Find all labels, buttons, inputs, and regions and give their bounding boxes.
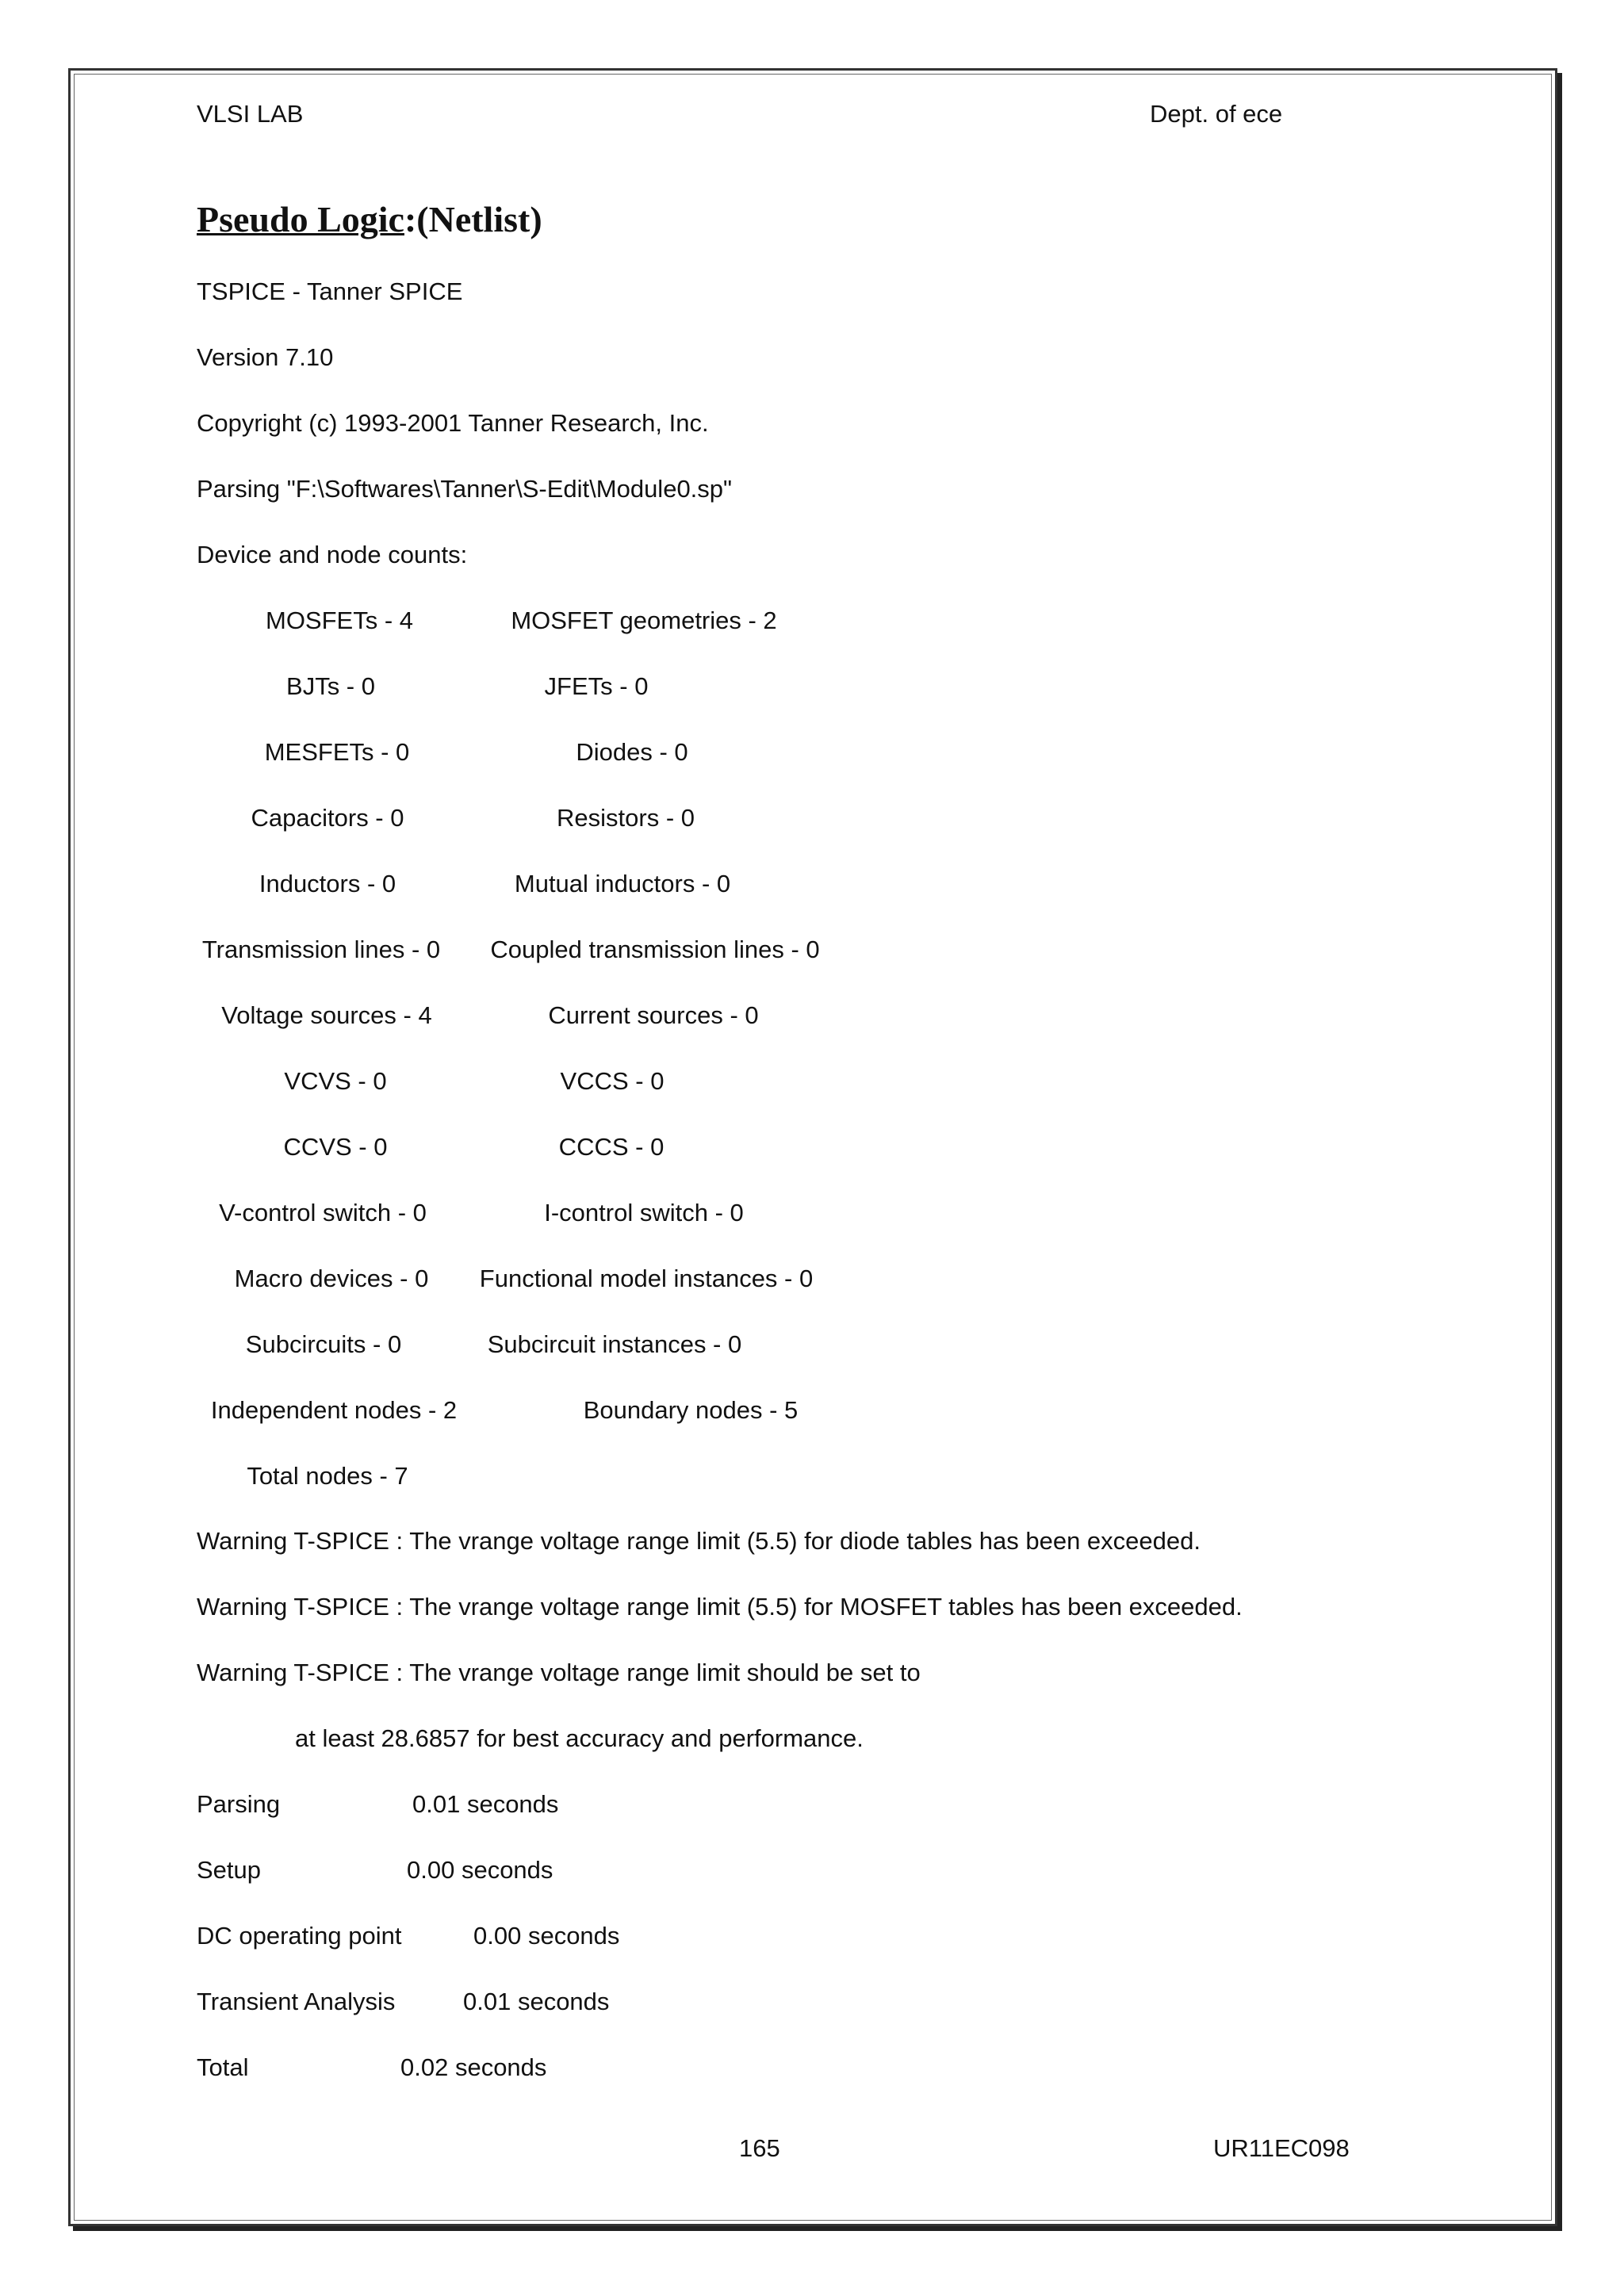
intro-line: Device and node counts: (197, 541, 468, 568)
timing-value: 0.00 seconds (407, 1856, 553, 1884)
count-right: Mutual inductors - 0 (514, 870, 731, 897)
count-left: Macro devices - 0 (234, 1265, 429, 1292)
page-title (197, 196, 542, 243)
intro-line: Version 7.10 (197, 343, 334, 371)
count-right: Subcircuit instances - 0 (487, 1330, 742, 1358)
title-underlined: Pseudo Logic (197, 199, 404, 239)
header-right: Dept. of ece (1150, 100, 1283, 128)
intro-line: Copyright (c) 1993-2001 Tanner Research, Inc. (197, 409, 709, 437)
warning-line: Warning T-SPICE : The vrange voltage range limit (5.5) for diode tables has been exceeded. (197, 1527, 1201, 1555)
title-rest: :(Netlist) (404, 199, 542, 239)
count-left: Subcircuits - 0 (245, 1330, 402, 1358)
warning-line: Warning T-SPICE : The vrange voltage range limit (5.5) for MOSFET tables has been exceeded. (197, 1593, 1243, 1621)
timing-label: Total (197, 2053, 249, 2081)
timing-label: Parsing (197, 1790, 281, 1818)
count-right: JFETs - 0 (544, 672, 649, 700)
count-right: Boundary nodes - 5 (583, 1396, 799, 1424)
count-right: I-control switch - 0 (544, 1199, 744, 1226)
count-right: CCCS - 0 (558, 1133, 665, 1161)
count-right: Current sources - 0 (548, 1001, 759, 1029)
count-right: VCCS - 0 (560, 1067, 665, 1095)
timing-value: 0.01 seconds (412, 1790, 559, 1818)
warning-line: at least 28.6857 for best accuracy and performance. (295, 1724, 864, 1752)
count-left: Capacitors - 0 (251, 804, 404, 832)
count-left: MOSFETs - 4 (265, 607, 414, 634)
count-left: Independent nodes - 2 (210, 1396, 458, 1424)
timing-label: Setup (197, 1856, 262, 1884)
timing-value: 0.01 seconds (463, 1988, 610, 2015)
count-left: VCVS - 0 (284, 1067, 387, 1095)
warning-line: Warning T-SPICE : The vrange voltage range limit should be set to (197, 1659, 921, 1686)
count-left: Total nodes - 7 (247, 1462, 408, 1490)
count-left: CCVS - 0 (283, 1133, 388, 1161)
count-right: Resistors - 0 (557, 804, 695, 832)
timing-value: 0.00 seconds (473, 1922, 620, 1950)
count-left: MESFETs - 0 (264, 738, 410, 766)
count-left: Voltage sources - 4 (221, 1001, 432, 1029)
timing-label: Transient Analysis (197, 1988, 396, 2015)
header-left: VLSI LAB (197, 100, 304, 128)
count-right: MOSFET geometries - 2 (511, 607, 777, 634)
count-left: Transmission lines - 0 (201, 936, 441, 963)
intro-line: TSPICE - Tanner SPICE (197, 277, 463, 305)
timing-value: 0.02 seconds (400, 2053, 547, 2081)
count-left: Inductors - 0 (259, 870, 396, 897)
intro-line: Parsing "F:\Softwares\Tanner\S-Edit\Module0.sp" (197, 475, 733, 503)
roll-number: UR11EC098 (1213, 2134, 1350, 2162)
count-left: BJTs - 0 (286, 672, 375, 700)
count-right: Functional model instances - 0 (479, 1265, 814, 1292)
count-left: V-control switch - 0 (219, 1199, 427, 1226)
timing-label: DC operating point (197, 1922, 402, 1950)
count-right: Diodes - 0 (576, 738, 688, 766)
count-right: Coupled transmission lines - 0 (490, 936, 820, 963)
page-number: 165 (739, 2134, 780, 2162)
